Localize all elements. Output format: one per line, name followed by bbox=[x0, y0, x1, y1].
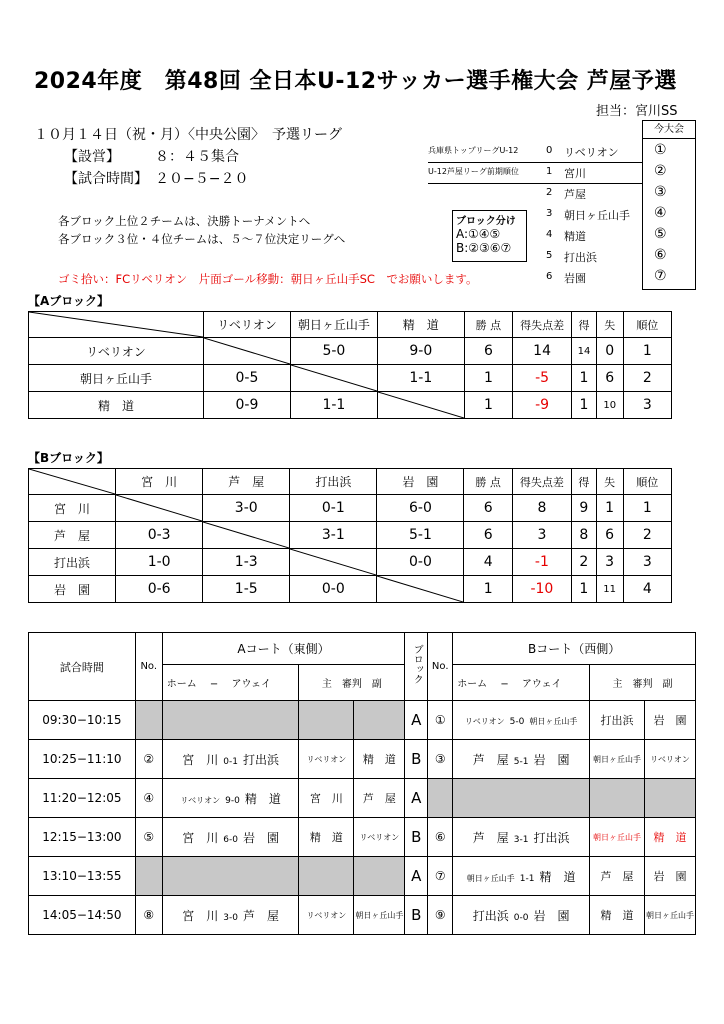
score: 1-1 bbox=[519, 873, 535, 884]
reference-num: 5 bbox=[546, 250, 553, 261]
schedule-row bbox=[29, 740, 696, 779]
rank: 2 bbox=[623, 522, 671, 549]
match-result: 1-0 bbox=[116, 549, 203, 576]
home-team: 宮 川 bbox=[182, 752, 219, 767]
block-letter: B bbox=[405, 740, 428, 779]
main-referee: 宮 川 bbox=[299, 779, 354, 818]
schedule-row bbox=[29, 818, 696, 857]
goal-difference: 14 bbox=[513, 338, 572, 365]
column-header: 失 bbox=[596, 469, 623, 495]
goal-difference: 8 bbox=[512, 495, 571, 522]
home-away-header: ホーム − アウェイ bbox=[453, 665, 590, 701]
empty-referee bbox=[299, 701, 354, 740]
date-venue-line: １０月１４日（祝・月）〈中央公園〉 予選リーグ bbox=[34, 127, 342, 143]
points: 4 bbox=[464, 549, 512, 576]
points: 6 bbox=[464, 495, 512, 522]
match-number: ④ bbox=[135, 779, 162, 818]
match-result: 1-3 bbox=[203, 549, 290, 576]
block-split-title: ブロック分け bbox=[456, 216, 516, 227]
home-team: 宮 川 bbox=[182, 830, 219, 845]
block-b-table bbox=[28, 468, 672, 603]
self-cell bbox=[290, 365, 377, 392]
self-cell bbox=[290, 549, 377, 576]
standings-row bbox=[29, 549, 672, 576]
team-name: 打出浜 bbox=[29, 549, 116, 576]
block-split-a: A:①④⑤ bbox=[456, 227, 501, 241]
score: 0-0 bbox=[513, 912, 529, 923]
match-cell bbox=[453, 896, 590, 935]
duty-note: ゴミ拾い：FCリベリオン 片面ゴール移動：朝日ヶ丘山手SC でお願いします。 bbox=[58, 272, 478, 286]
match-number: ⑧ bbox=[135, 896, 162, 935]
rank: 2 bbox=[623, 365, 671, 392]
seeding-reference bbox=[428, 120, 696, 290]
goals-for: 9 bbox=[571, 495, 596, 522]
reference-mark: ④ bbox=[654, 205, 667, 221]
away-team: 打出浜 bbox=[533, 830, 570, 845]
empty-match bbox=[453, 779, 590, 818]
time-slot: 09:30−10:15 bbox=[29, 701, 136, 740]
points: 1 bbox=[464, 576, 512, 603]
current-tournament-header: 今大会 bbox=[643, 121, 695, 139]
score: 5-1 bbox=[513, 756, 529, 767]
reference-team: 精道 bbox=[564, 230, 586, 243]
rank: 4 bbox=[623, 576, 671, 603]
self-cell bbox=[116, 495, 203, 522]
reference-team: リベリオン bbox=[564, 146, 619, 159]
reference-mark: ⑤ bbox=[654, 226, 667, 242]
match-number: ⑦ bbox=[428, 857, 453, 896]
score: 5-0 bbox=[509, 716, 525, 727]
assistant-referee: 朝日ヶ丘山手 bbox=[644, 896, 695, 935]
match-result: 9-0 bbox=[377, 338, 464, 365]
reference-team: 宮川 bbox=[564, 167, 586, 180]
column-header: 失 bbox=[596, 312, 623, 338]
reference-num: 1 bbox=[546, 166, 553, 177]
assistant-referee: 朝日ヶ丘山手 bbox=[354, 896, 405, 935]
main-referee: 芦 屋 bbox=[590, 857, 645, 896]
self-cell bbox=[203, 522, 290, 549]
reference-team: 岩園 bbox=[564, 272, 586, 285]
main-referee: 打出浜 bbox=[590, 701, 645, 740]
main-referee: 朝日ヶ丘山手 bbox=[590, 740, 645, 779]
advancement-notes bbox=[58, 212, 345, 248]
goals-against: 3 bbox=[596, 549, 623, 576]
block-a-label: 【Aブロック】 bbox=[28, 294, 110, 308]
empty-referee bbox=[590, 779, 645, 818]
block-header bbox=[405, 633, 428, 701]
away-team: 打出浜 bbox=[242, 752, 279, 767]
rank: 1 bbox=[623, 338, 671, 365]
block-a-table bbox=[28, 311, 672, 419]
team-name: 朝日ヶ丘山手 bbox=[29, 365, 204, 392]
goal-difference: -10 bbox=[512, 576, 571, 603]
assistant-referee: 芦 屋 bbox=[354, 779, 405, 818]
goal-difference: 3 bbox=[512, 522, 571, 549]
column-header: リベリオン bbox=[203, 312, 290, 338]
score: 9-0 bbox=[225, 795, 240, 806]
score: 6-0 bbox=[223, 834, 238, 845]
no-header: No. bbox=[135, 633, 162, 701]
column-header: 精 道 bbox=[377, 312, 464, 338]
score: 3-0 bbox=[223, 912, 238, 923]
away-team: 岩 園 bbox=[242, 830, 279, 845]
match-result: 1-5 bbox=[203, 576, 290, 603]
empty-match bbox=[162, 701, 299, 740]
standings-row bbox=[29, 365, 672, 392]
away-team: 岩 園 bbox=[533, 908, 570, 923]
away-team: 朝日ヶ丘山手 bbox=[529, 716, 578, 726]
away-team: 精 道 bbox=[244, 791, 281, 806]
reference-num: 6 bbox=[546, 271, 553, 282]
self-cell bbox=[377, 392, 464, 419]
standings-row bbox=[29, 495, 672, 522]
match-result: 1-1 bbox=[290, 392, 377, 419]
main-referee: 精 道 bbox=[299, 818, 354, 857]
block-letter: B bbox=[405, 896, 428, 935]
away-team: 芦 屋 bbox=[242, 908, 279, 923]
goals-for: 2 bbox=[571, 549, 596, 576]
match-result: 0-1 bbox=[290, 495, 377, 522]
match-result: 3-1 bbox=[290, 522, 377, 549]
schedule-row bbox=[29, 896, 696, 935]
points: 1 bbox=[464, 392, 512, 419]
match-cell bbox=[453, 818, 590, 857]
schedule-row bbox=[29, 701, 696, 740]
away-team: 精 道 bbox=[539, 869, 576, 884]
column-header: 宮 川 bbox=[116, 469, 203, 495]
empty-referee bbox=[354, 857, 405, 896]
match-number: ⑥ bbox=[428, 818, 453, 857]
home-team: 芦 屋 bbox=[472, 830, 509, 845]
match-result: 0-0 bbox=[290, 576, 377, 603]
time-header: 試合時間 bbox=[29, 633, 136, 701]
goals-against: 11 bbox=[596, 576, 623, 603]
match-number: ⑨ bbox=[428, 896, 453, 935]
block-letter: B bbox=[405, 818, 428, 857]
column-header: 得 bbox=[571, 469, 596, 495]
reference-row bbox=[428, 184, 694, 205]
person-in-charge: 担当：宮川SS bbox=[596, 104, 678, 119]
home-away-header: ホーム − アウェイ bbox=[162, 665, 299, 701]
assistant-referee: 精 道 bbox=[354, 740, 405, 779]
reference-team: 朝日ヶ丘山手 bbox=[564, 209, 630, 222]
match-cell bbox=[162, 779, 299, 818]
reference-mark: ③ bbox=[654, 184, 667, 200]
match-cell bbox=[162, 740, 299, 779]
column-header: 打出浜 bbox=[290, 469, 377, 495]
reference-mark: ① bbox=[654, 142, 667, 158]
match-result: 0-6 bbox=[116, 576, 203, 603]
note-line: 各ブロック上位２チームは、決勝トーナメントへ bbox=[58, 214, 311, 228]
goal-difference: -9 bbox=[513, 392, 572, 419]
block-header-text: ブロック bbox=[411, 644, 423, 684]
time-slot: 11:20−12:05 bbox=[29, 779, 136, 818]
header-row bbox=[29, 469, 672, 495]
goals-for: 1 bbox=[572, 392, 597, 419]
time-slot: 14:05−14:50 bbox=[29, 896, 136, 935]
corner-cell bbox=[29, 469, 116, 495]
note-line: 各ブロック３位・４位チームは、５〜７位決定リーグへ bbox=[58, 232, 346, 246]
team-name: 岩 園 bbox=[29, 576, 116, 603]
main-referee: リベリオン bbox=[299, 740, 354, 779]
column-header: 勝 点 bbox=[464, 312, 512, 338]
reference-row bbox=[428, 268, 694, 289]
goals-against: 6 bbox=[596, 365, 623, 392]
reference-row bbox=[428, 163, 694, 184]
team-name: 芦 屋 bbox=[29, 522, 116, 549]
empty-no bbox=[135, 701, 162, 740]
corner-cell bbox=[29, 312, 204, 338]
assistant-referee: リベリオン bbox=[354, 818, 405, 857]
home-team: 宮 川 bbox=[182, 908, 219, 923]
assistant-referee: リベリオン bbox=[644, 740, 695, 779]
home-team: 朝日ヶ丘山手 bbox=[466, 873, 515, 883]
match-number: ⑤ bbox=[135, 818, 162, 857]
goals-against: 6 bbox=[596, 522, 623, 549]
standings-row bbox=[29, 576, 672, 603]
block-split-box bbox=[452, 210, 527, 262]
rank: 3 bbox=[623, 549, 671, 576]
empty-referee bbox=[644, 779, 695, 818]
column-header: 順位 bbox=[623, 469, 671, 495]
match-cell bbox=[162, 818, 299, 857]
block-letter: A bbox=[405, 701, 428, 740]
goals-against: 10 bbox=[596, 392, 623, 419]
main-referee: リベリオン bbox=[299, 896, 354, 935]
page-title: 2024年度 第48回 全日本U-12サッカー選手権大会 芦屋予選 bbox=[34, 69, 677, 94]
time-slot: 10:25−11:10 bbox=[29, 740, 136, 779]
goal-difference: -1 bbox=[512, 549, 571, 576]
goals-for: 1 bbox=[571, 576, 596, 603]
goals-against: 0 bbox=[596, 338, 623, 365]
match-number: ③ bbox=[428, 740, 453, 779]
match-result: 3-0 bbox=[203, 495, 290, 522]
setup-time: 【設営】 ８：４５集合 bbox=[64, 149, 239, 165]
reference-label: U-12芦屋リーグ前期順位 bbox=[428, 167, 519, 176]
empty-no bbox=[135, 857, 162, 896]
home-team: 打出浜 bbox=[472, 908, 509, 923]
column-header: 得 bbox=[572, 312, 597, 338]
score: 3-1 bbox=[513, 834, 529, 845]
match-schedule-table bbox=[28, 632, 696, 935]
points: 6 bbox=[464, 522, 512, 549]
time-slot: 12:15−13:00 bbox=[29, 818, 136, 857]
reference-num: 2 bbox=[546, 187, 553, 198]
match-cell bbox=[453, 740, 590, 779]
court-b-header: Bコート（西側） bbox=[453, 633, 696, 665]
match-result: 0-9 bbox=[203, 392, 290, 419]
goals-for: 14 bbox=[572, 338, 597, 365]
points: 6 bbox=[464, 338, 512, 365]
self-cell bbox=[203, 338, 290, 365]
column-header: 得失点差 bbox=[512, 469, 571, 495]
header-row bbox=[29, 312, 672, 338]
match-result: 0-3 bbox=[116, 522, 203, 549]
rank: 3 bbox=[623, 392, 671, 419]
referee-header: 主 審判 副 bbox=[299, 665, 405, 701]
reference-num: 3 bbox=[546, 208, 553, 219]
goal-difference: -5 bbox=[513, 365, 572, 392]
reference-team: 打出浜 bbox=[564, 251, 597, 264]
schedule-row bbox=[29, 857, 696, 896]
reference-mark: ② bbox=[654, 163, 667, 179]
assistant-referee: 岩 園 bbox=[644, 857, 695, 896]
points: 1 bbox=[464, 365, 512, 392]
match-cell bbox=[453, 701, 590, 740]
schedule-row bbox=[29, 779, 696, 818]
standings-row bbox=[29, 338, 672, 365]
team-name: 宮 川 bbox=[29, 495, 116, 522]
empty-referee bbox=[354, 701, 405, 740]
reference-num: 0 bbox=[546, 145, 553, 156]
column-header: 芦 屋 bbox=[203, 469, 290, 495]
main-referee: 精 道 bbox=[590, 896, 645, 935]
match-number: ② bbox=[135, 740, 162, 779]
match-number: ① bbox=[428, 701, 453, 740]
home-team: 芦 屋 bbox=[472, 752, 509, 767]
column-header: 勝 点 bbox=[464, 469, 512, 495]
match-result: 6-0 bbox=[377, 495, 464, 522]
match-result: 5-0 bbox=[290, 338, 377, 365]
goals-for: 8 bbox=[571, 522, 596, 549]
schedule-header-row bbox=[29, 633, 696, 665]
column-header: 得失点差 bbox=[513, 312, 572, 338]
team-name: 精 道 bbox=[29, 392, 204, 419]
home-team: リベリオン bbox=[464, 716, 505, 726]
standings-row bbox=[29, 522, 672, 549]
home-team: リベリオン bbox=[180, 795, 221, 805]
main-referee: 朝日ヶ丘山手 bbox=[590, 818, 645, 857]
team-name: リベリオン bbox=[29, 338, 204, 365]
match-result: 0-5 bbox=[203, 365, 290, 392]
empty-no bbox=[428, 779, 453, 818]
reference-mark: ⑦ bbox=[654, 268, 667, 284]
column-header: 岩 園 bbox=[377, 469, 464, 495]
rank: 1 bbox=[623, 495, 671, 522]
block-letter: A bbox=[405, 857, 428, 896]
match-result: 1-1 bbox=[377, 365, 464, 392]
time-slot: 13:10−13:55 bbox=[29, 857, 136, 896]
reference-mark: ⑥ bbox=[654, 247, 667, 263]
block-b-label: 【Bブロック】 bbox=[28, 451, 109, 465]
block-split-b: B:②③⑥⑦ bbox=[456, 241, 512, 255]
reference-label: 兵庫県トップリーグU-12 bbox=[428, 146, 519, 155]
court-a-header: Aコート（東側） bbox=[162, 633, 405, 665]
empty-referee bbox=[299, 857, 354, 896]
standings-row bbox=[29, 392, 672, 419]
assistant-referee: 精 道 bbox=[644, 818, 695, 857]
away-team: 岩 園 bbox=[533, 752, 570, 767]
goals-against: 1 bbox=[596, 495, 623, 522]
self-cell bbox=[377, 576, 464, 603]
reference-row bbox=[428, 142, 694, 163]
column-header: 順位 bbox=[623, 312, 671, 338]
no-header: No. bbox=[428, 633, 453, 701]
block-letter: A bbox=[405, 779, 428, 818]
goals-for: 1 bbox=[572, 365, 597, 392]
assistant-referee: 岩 園 bbox=[644, 701, 695, 740]
match-cell bbox=[453, 857, 590, 896]
match-cell bbox=[162, 896, 299, 935]
match-duration: 【試合時間】 ２０−５−２０ bbox=[64, 171, 249, 187]
match-result: 0-0 bbox=[377, 549, 464, 576]
reference-team: 芦屋 bbox=[564, 188, 586, 201]
referee-header: 主 審判 副 bbox=[590, 665, 696, 701]
reference-num: 4 bbox=[546, 229, 553, 240]
match-result: 5-1 bbox=[377, 522, 464, 549]
score: 0-1 bbox=[223, 756, 238, 767]
column-header: 朝日ヶ丘山手 bbox=[290, 312, 377, 338]
empty-match bbox=[162, 857, 299, 896]
